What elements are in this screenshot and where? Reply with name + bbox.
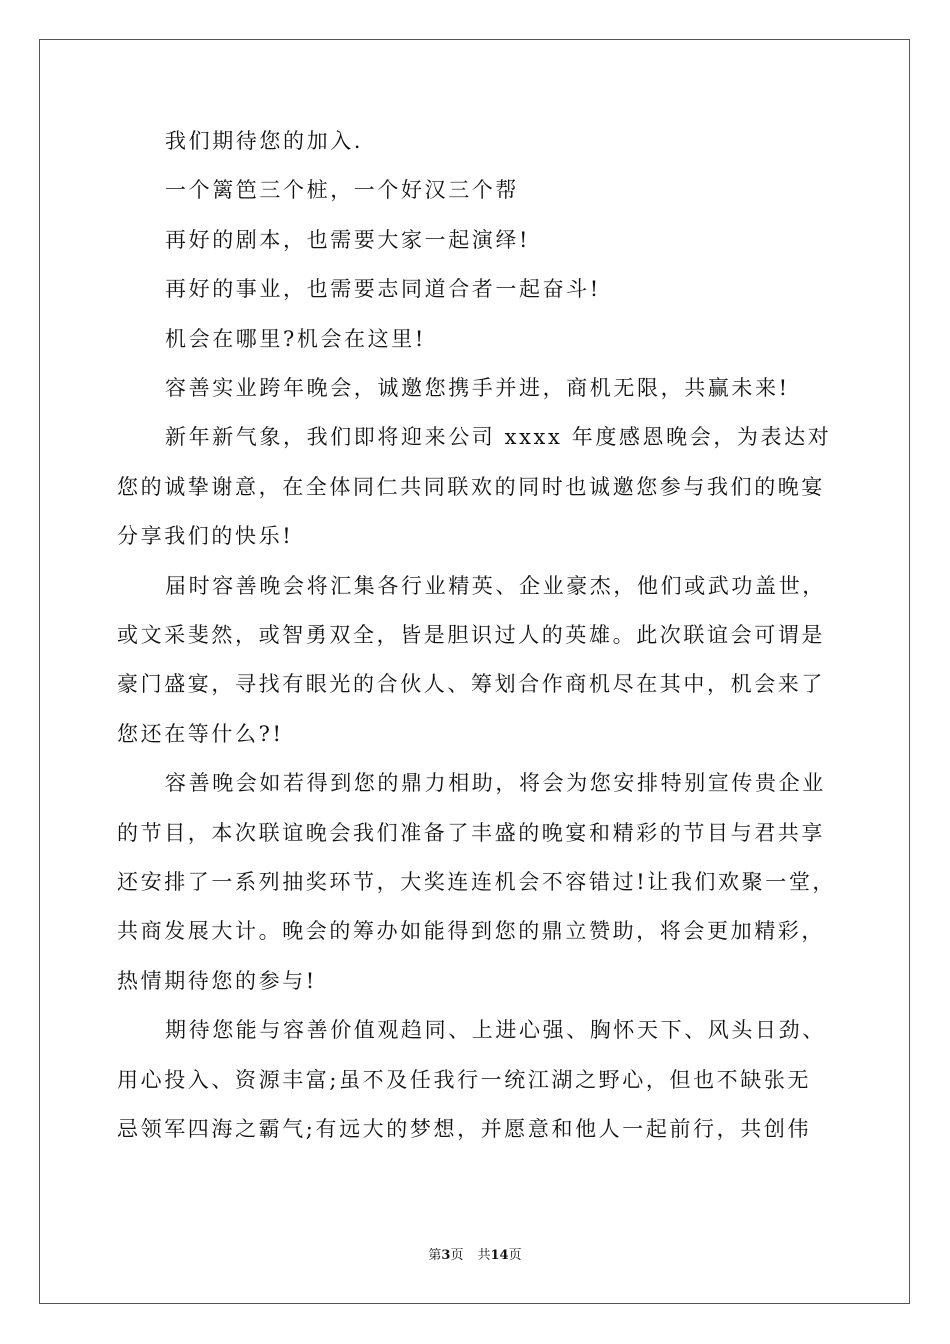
text-line: 再好的事业，也需要志同道合者一起奋斗! <box>165 277 601 302</box>
text-line: 还安排了一系列抽奖环节，大奖连连机会不容错过!让我们欢聚一堂， <box>117 870 837 894</box>
text-line: 分享我们的快乐! <box>117 524 294 549</box>
text-line: 您还在等什么?! <box>117 721 284 746</box>
text-line: 或文采斐然，或智勇双全，皆是胆识过人的英雄。此次联谊会可谓是 <box>117 623 825 647</box>
text-line: 热情期待您的参与! <box>117 968 317 993</box>
total-page-number: 14 <box>490 1248 509 1263</box>
page-footer <box>0 1244 950 1263</box>
text-line: 您的诚挚谢意，在全体同仁共同联欢的同时也诚邀您参与我们的晚宴 <box>117 474 825 499</box>
text-line: 一个篱笆三个桩，一个好汉三个帮 <box>165 178 519 203</box>
text-line: 用心投入、资源丰富;虽不及任我行一统江湖之野心，但也不缺张无 <box>117 1067 812 1092</box>
current-page-number: 3 <box>441 1248 451 1263</box>
total-label-prefix: 共 <box>477 1248 491 1263</box>
text-line: 容善实业跨年晚会，诚邀您携手并进，商机无限，共赢未来! <box>165 376 790 400</box>
text-line: 豪门盛宴，寻找有眼光的合伙人、筹划合作商机尽在其中，机会来了 <box>117 672 825 697</box>
page-label-suffix: 页 <box>450 1248 464 1263</box>
page-label-prefix: 第 <box>428 1248 442 1263</box>
total-label-suffix: 页 <box>508 1248 522 1263</box>
text-line: 共商发展大计。晚会的筹办如能得到您的鼎立赞助，将会更加精彩， <box>117 919 825 944</box>
text-line: 我们期待您的加入. <box>165 129 364 153</box>
text-line: 再好的剧本，也需要大家一起演绎! <box>165 227 531 252</box>
text-line: 忌领军四海之霸气;有远大的梦想，并愿意和他人一起前行，共创伟 <box>117 1117 812 1141</box>
text-line: 容善晚会如若得到您的鼎力相助，将会为您安排特别宣传贵企业 <box>165 771 826 796</box>
text-line: 新年新气象，我们即将迎来公司 xxxx 年度感恩晚会，为表达对 <box>165 425 832 450</box>
text-line: 的节目，本次联谊晚会我们准备了丰盛的晚宴和精彩的节目与君共享 <box>117 820 825 845</box>
text-line: 届时容善晚会将汇集各行业精英、企业豪杰，他们或武功盖世， <box>165 573 826 598</box>
text-line: 期待您能与容善价值观趋同、上进心强、胸怀天下、风头日劲、 <box>165 1018 826 1043</box>
text-line: 机会在哪里?机会在这里! <box>165 326 426 351</box>
